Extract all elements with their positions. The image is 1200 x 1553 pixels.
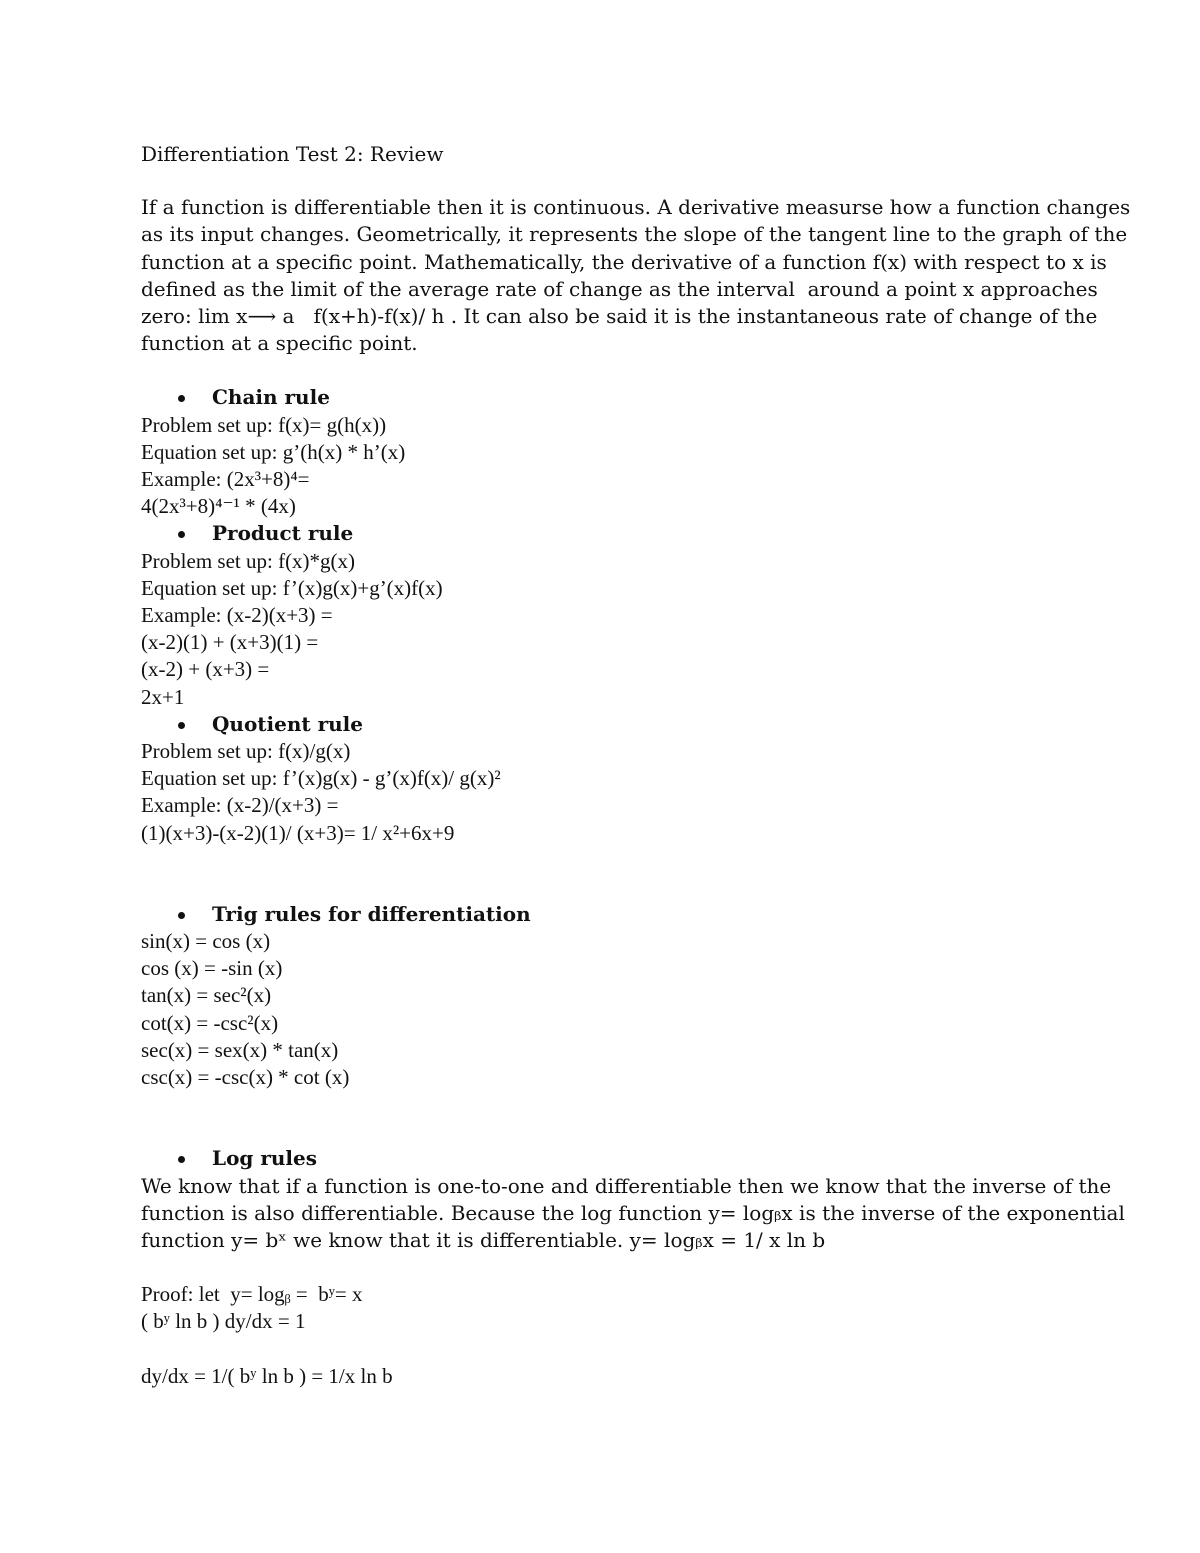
trig-rule-line: sin(x) = cos (x)	[141, 929, 271, 954]
log-rule-line: function is also differentiable. Because the log function y= logᵦx is the inverse of the exponential	[141, 1200, 1125, 1225]
chain-rule-heading	[141, 384, 1071, 411]
quotient-rule-body	[141, 738, 1071, 847]
product-rule-line: Equation set up: f’(x)g(x)+g’(x)f(x)	[141, 575, 443, 600]
chain-rule-line: Equation set up: g’(h(x) * h’(x)	[141, 439, 406, 464]
product-rule-heading-text: Product rule	[212, 521, 354, 546]
quotient-rule-line: Example: (x-2)/(x+3) =	[141, 793, 339, 818]
document-title: Differentiation Test 2: Review	[141, 142, 444, 166]
bullet-icon	[178, 912, 185, 919]
product-rule-line: (x-2) + (x+3) =	[141, 657, 270, 682]
spacer	[141, 1091, 1071, 1145]
bullet-icon	[178, 1156, 185, 1163]
log-rules-heading	[141, 1145, 1071, 1172]
log-final	[141, 1363, 1071, 1390]
spacer	[141, 847, 1071, 901]
chain-rule-body	[141, 412, 1071, 521]
chain-rule-line: 4(2x³+8)⁴⁻¹ * (4x)	[141, 494, 296, 519]
trig-rules-heading-text: Trig rules for differentiation	[212, 901, 531, 926]
intro-line: defined as the limit of the average rate of change as the interval around a point x approaches	[141, 276, 1098, 301]
chain-rule-line: Problem set up: f(x)= g(h(x))	[141, 412, 387, 437]
log-rules-body	[141, 1173, 1125, 1255]
log-final-line: dy/dx = 1/( bʸ ln b ) = 1/x ln b	[141, 1363, 393, 1388]
quotient-rule-line: (1)(x+3)-(x-2)(1)/ (x+3)= 1/ x²+6x+9	[141, 820, 455, 845]
quotient-rule-heading-text: Quotient rule	[212, 711, 364, 736]
spacer	[141, 1336, 1071, 1363]
log-rule-line: We know that if a function is one-to-one and differentiable then we know that the inverse of the	[141, 1173, 1112, 1198]
intro-line: If a function is differentiable then it is continuous. A derivative measurse how a function changes	[141, 195, 1131, 220]
log-rules-heading-text: Log rules	[212, 1146, 318, 1171]
intro-paragraph	[141, 194, 1131, 357]
trig-rules-body	[141, 928, 1071, 1091]
product-rule-line: Problem set up: f(x)*g(x)	[141, 548, 356, 573]
intro-line: as its input changes. Geometrically, it represents the slope of the tangent line to the graph of the	[141, 222, 1128, 247]
quotient-rule-heading	[141, 711, 1071, 738]
log-proof-line: ( bʸ ln b ) dy/dx = 1	[141, 1309, 306, 1334]
trig-rule-line: csc(x) = -csc(x) * cot (x)	[141, 1065, 350, 1090]
trig-rule-line: cot(x) = -csc²(x)	[141, 1010, 279, 1035]
product-rule-line: Example: (x-2)(x+3) =	[141, 603, 333, 628]
chain-rule-line: Example: (2x³+8)⁴=	[141, 467, 310, 492]
bullet-icon	[178, 722, 185, 729]
intro-line: function at a specific point. Mathematically, the derivative of a function f(x) with respect to x is	[141, 249, 1107, 274]
product-rule-line: 2x+1	[141, 684, 185, 709]
log-proof-line: Proof: let y= logᵦ = bʸ= x	[141, 1282, 363, 1307]
product-rule-line: (x-2)(1) + (x+3)(1) =	[141, 630, 319, 655]
bullet-icon	[178, 395, 185, 402]
spacer	[141, 1254, 1071, 1281]
trig-rules-heading	[141, 901, 1071, 928]
quotient-rule-line: Problem set up: f(x)/g(x)	[141, 739, 351, 764]
quotient-rule-line: Equation set up: f’(x)g(x) - g’(x)f(x)/ g(x)²	[141, 766, 501, 791]
log-proof	[141, 1281, 1071, 1335]
product-rule-body	[141, 548, 1071, 711]
chain-rule-heading-text: Chain rule	[212, 385, 330, 410]
spacer	[141, 357, 1071, 384]
intro-line: zero: lim x⟶ a f(x+h)-f(x)/ h . It can also be said it is the instantaneous rate of change of the	[141, 304, 1098, 329]
trig-rule-line: tan(x) = sec²(x)	[141, 983, 272, 1008]
document-content	[141, 141, 1131, 1390]
intro-line: function at a specific point.	[141, 331, 418, 356]
trig-rule-line: cos (x) = -sin (x)	[141, 956, 283, 981]
trig-rule-line: sec(x) = sex(x) * tan(x)	[141, 1037, 339, 1062]
product-rule-heading	[141, 520, 1071, 547]
log-rule-line: function y= bˣ we know that it is differentiable. y= logᵦx = 1/ x ln b	[141, 1227, 826, 1252]
bullet-icon	[178, 531, 185, 538]
